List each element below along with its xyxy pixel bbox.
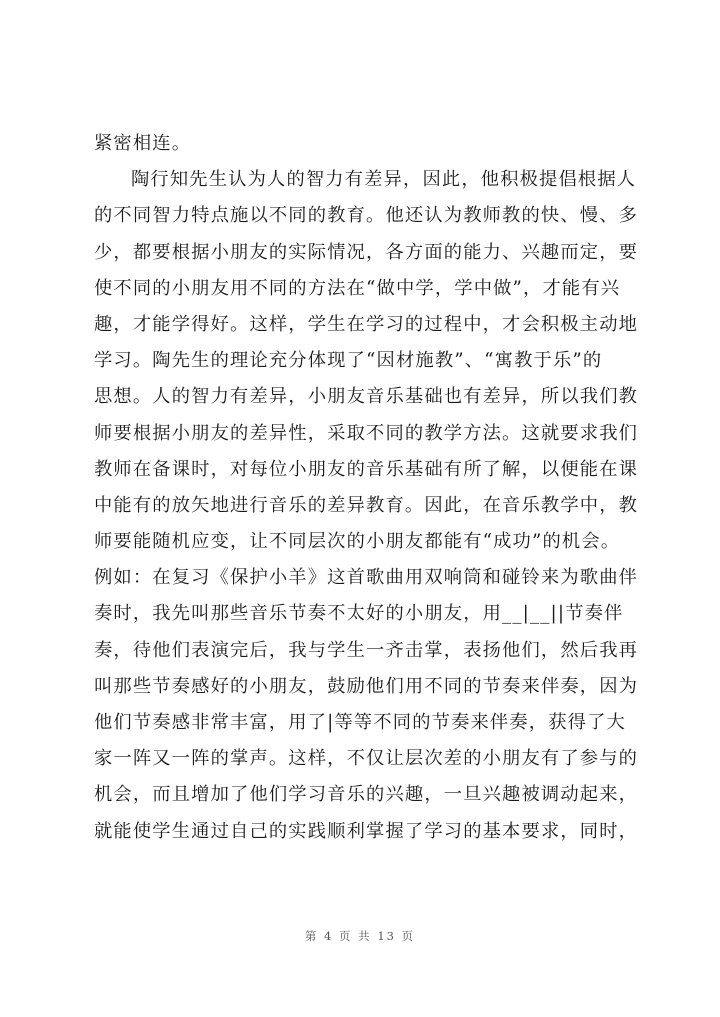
text-line: 叫那些节奏感好的小朋友，鼓励他们用不同的节奏来伴奏，因为 xyxy=(94,675,639,697)
text-line: 的不同智力特点施以不同的教育。他还认为教师教的快、慢、多 xyxy=(94,205,639,227)
text-line: 学习。陶先生的理论充分体现了“因材施教”、“寓教于乐”的 xyxy=(94,350,603,372)
page-number-footer: 第 4 页 共 13 页 xyxy=(304,929,416,943)
text-line: 奏时，我先叫那些音乐节奏不太好的小朋友，用__|__||节奏伴 xyxy=(94,603,624,625)
text-line: 机会，而且增加了他们学习音乐的兴趣，一旦兴趣被调动起来， xyxy=(94,784,639,806)
body-text xyxy=(94,126,646,850)
text-line: 紧密相连。 xyxy=(94,133,192,154)
text-line: 就能使学生通过自己的实践顺利掌握了学习的基本要求，同时， xyxy=(94,820,639,842)
text-line: 师要能随机应变，让不同层次的小朋友都能有“成功”的机会。 xyxy=(94,531,621,553)
text-line: 中能有的放矢地进行音乐的差异教育。因此，在音乐教学中，教 xyxy=(94,494,639,516)
text-line: 他们节奏感非常丰富，用了|等等不同的节奏来伴奏，获得了大 xyxy=(94,712,626,733)
text-line: 师要根据小朋友的差异性，采取不同的教学方法。这就要求我们 xyxy=(94,422,639,444)
text-line: 奏，待他们表演完后，我与学生一齐击掌，表扬他们，然后我再 xyxy=(94,639,639,661)
text-line: 少，都要根据小朋友的实际情况，各方面的能力、兴趣而定，要 xyxy=(94,241,639,263)
text-line: 陶行知先生认为人的智力有差异，因此，他积极提倡根据人 xyxy=(131,169,637,191)
text-line: 思想。人的智力有差异，小朋友音乐基础也有差异，所以我们教 xyxy=(94,386,639,408)
text-line: 教师在备课时，对每位小朋友的音乐基础有所了解，以便能在课 xyxy=(94,458,639,480)
text-line: 家一阵又一阵的掌声。这样，不仅让层次差的小朋友有了参与的 xyxy=(94,748,639,770)
text-line: 使不同的小朋友用不同的方法在“做中学，学中做”，才能有兴 xyxy=(94,277,621,299)
text-line: 例如：在复习《保护小羊》这首歌曲用双响筒和碰铃来为歌曲伴 xyxy=(94,567,639,589)
text-line: 趣，才能学得好。这样，学生在学习的过程中，才会积极主动地 xyxy=(94,313,639,335)
